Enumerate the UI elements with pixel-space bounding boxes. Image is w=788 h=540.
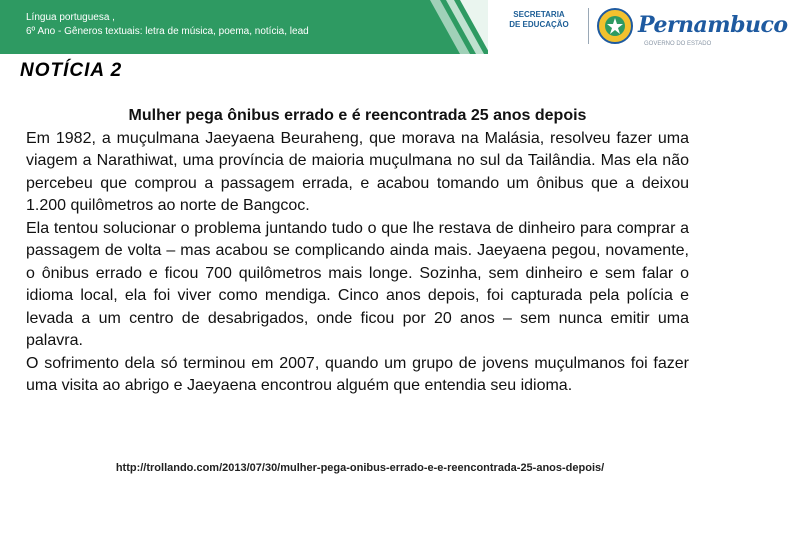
header-decorative-stripes <box>430 0 490 54</box>
article-paragraph-2: Ela tentou solucionar o problema juntando tudo o que lhe restava de dinheiro para comprar a passagem de volta – mas acabou se complicando ainda mais. Jaeyaena pegou, novamente, o ônibus errado e ficou 700 quilômetros mais longe. Sozinha, sem dinheiro e sem falar o idioma local, ela foi viver como mendiga. Cinco anos depois, foi capturada pela polícia e levada a um centro de desabrigados, onde ficou por 20 anos – sem nunca emitir uma palavra. <box>26 219 689 349</box>
secretaria-line2: DE EDUCAÇÃO <box>509 20 569 29</box>
logo-area <box>488 0 788 54</box>
state-sub-logo: GOVERNO DO ESTADO <box>644 41 712 47</box>
section-heading: NOTÍCIA 2 <box>20 60 123 81</box>
news-article <box>26 105 689 398</box>
header-text <box>26 11 309 39</box>
article-paragraph-3: O sofrimento dela só terminou em 2007, quando um grupo de jovens muçulmanos foi fazer uma visita ao abrigo e Jaeyaena encontrou alguém que entendia seu idioma. <box>26 354 689 394</box>
header-subject: Língua portuguesa , <box>26 12 115 23</box>
state-name-logo: Pernambuco <box>638 12 788 38</box>
logo-divider <box>588 8 589 44</box>
article-paragraph-1: Em 1982, a muçulmana Jaeyaena Beuraheng, que morava na Malásia, resolveu fazer uma viagem a Narathiwat, uma província de maioria muçulmana no sul da Tailândia. Mas ela não percebeu que comprou a passagem errada, e acabou tomando um ônibus que a deixou 1.200 quilômetros ao norte de Bangcoc. <box>26 129 689 214</box>
header-topic: 6º Ano - Gêneros textuais: letra de música, poema, notícia, lead <box>26 26 309 37</box>
secretaria-line1: SECRETARIA <box>513 10 565 19</box>
state-seal-icon <box>596 7 634 45</box>
source-link[interactable]: http://trollando.com/2013/07/30/mulher-pega-onibus-errado-e-e-reencontrada-25-anos-depois/ <box>115 462 605 474</box>
secretaria-logo <box>494 10 584 30</box>
article-title: Mulher pega ônibus errado e é reencontrada 25 anos depois <box>128 107 587 124</box>
